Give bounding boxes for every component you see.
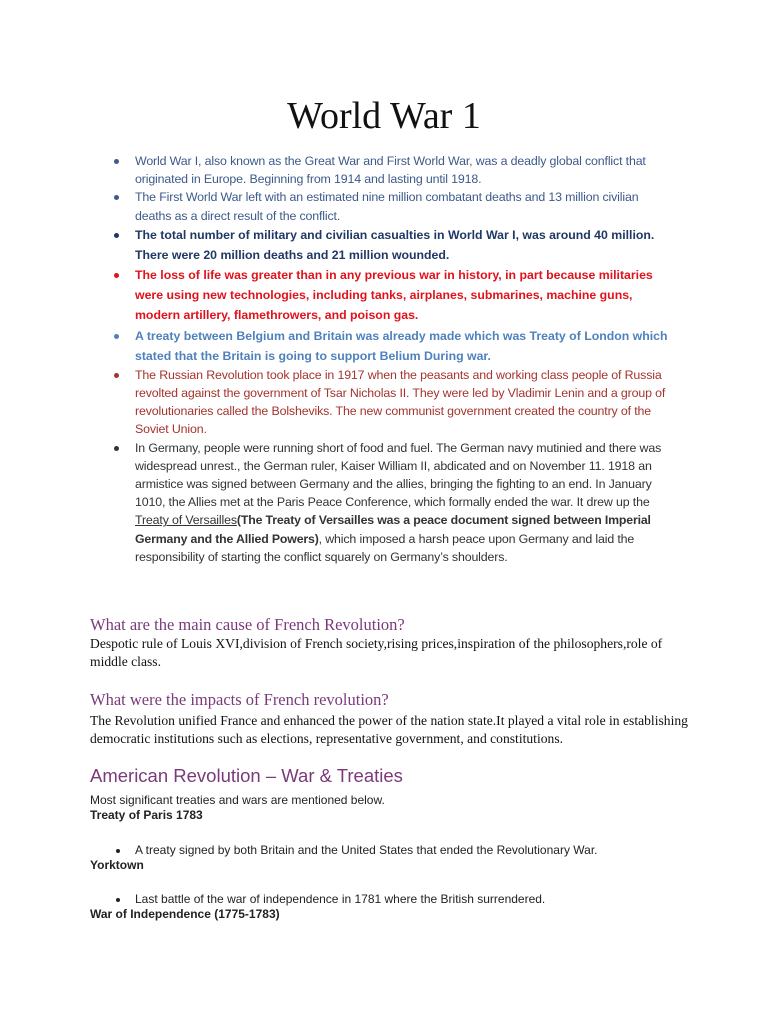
bullet-icon (116, 849, 120, 853)
answer-paragraph: Despotic rule of Louis XVI,division of French society,rising prices,inspiration of the philosophers,role of middle class. (90, 636, 663, 670)
bullet-text: The total number of military and civilian casualties in World War I, was around 40 million. There were 20 million deaths and 21 million wounded. (135, 227, 655, 262)
bullet-icon (114, 273, 119, 278)
question-heading: What were the impacts of French revolution? (90, 690, 389, 709)
item-title: Treaty of Paris 1783 (90, 808, 203, 822)
list-item (0, 265, 768, 326)
list-item (0, 439, 768, 566)
item-bullet: Last battle of the war of independence in 1781 where the British surrendered. (135, 892, 546, 906)
item-title: War of Independence (1775-1783) (90, 907, 280, 921)
list-item (0, 366, 768, 439)
bullet-icon (114, 195, 119, 200)
item-title: Yorktown (90, 858, 144, 872)
bullet-icon (114, 233, 119, 238)
bullet-text: , which imposed a harsh peace upon Germany and laid the responsibility of starting the conflict squarely on Germany’s shoulders. (135, 531, 635, 564)
list-item (0, 152, 768, 188)
section-intro: Most significant treaties and wars are mentioned below. (90, 793, 385, 807)
answer-paragraph: The Revolution unified France and enhanced the power of the nation state.It played a vital role in establishing democratic institutions such as elections, representative government, and constitutions. (90, 713, 688, 747)
list-item (0, 326, 768, 366)
ww1-bullet-list (0, 152, 768, 566)
bullet-icon (114, 159, 119, 164)
bullet-bold-text: (The Treaty of Versailles was a peace document signed between Imperial Germany and the Allied Powers) (135, 513, 651, 546)
bullet-text: The Russian Revolution took place in 1917 when the peasants and working class people of Russia revolted against the government of Tsar Nicholas II. They were led by Vladimir Lenin and a group of revolutionaries called the Bolsheviks. The new communist government created the country of the Soviet Union. (135, 367, 666, 437)
list-item (0, 188, 768, 224)
bullet-text: The loss of life was greater than in any previous war in history, in part because militaries were using new technologies, including tanks, airplanes, submarines, machine guns, modern artillery, flamethrowers, and poison gas. (135, 267, 653, 323)
treaty-of-versailles-link[interactable]: Treaty of Versailles (135, 513, 237, 528)
bullet-icon (114, 446, 119, 451)
bullet-icon (114, 373, 119, 378)
question-heading: What are the main cause of French Revolution? (90, 615, 405, 634)
bullet-icon (116, 898, 120, 902)
list-item (0, 225, 768, 265)
bullet-text: A treaty between Belgium and Britain was already made which was Treaty of London which stated that the Britain is going to support Belium During war. (135, 328, 668, 363)
bullet-text: In Germany, people were running short of food and fuel. The German navy mutinied and there was widespread unrest., the German ruler, Kaiser William II, abdicated and on November 11. 1918 an armistice was signed between Germany and the allies, bringing the fighting to an end. In January 1010, the Allies met at the Paris Peace Conference, which formally ended the war. It drew up the (135, 440, 662, 510)
bullet-text: World War I, also known as the Great War and First World War, was a deadly global conflict that originated in Europe. Beginning from 1914 and lasting until 1918. (135, 154, 646, 187)
bullet-icon (114, 334, 119, 339)
bullet-text: The First World War left with an estimated nine million combatant deaths and 13 million civilian deaths as a direct result of the conflict. (135, 190, 639, 223)
item-bullet: A treaty signed by both Britain and the United States that ended the Revolutionary War. (135, 843, 598, 857)
document-title: World War 1 (287, 95, 481, 137)
section-heading: American Revolution – War & Treaties (90, 765, 403, 786)
